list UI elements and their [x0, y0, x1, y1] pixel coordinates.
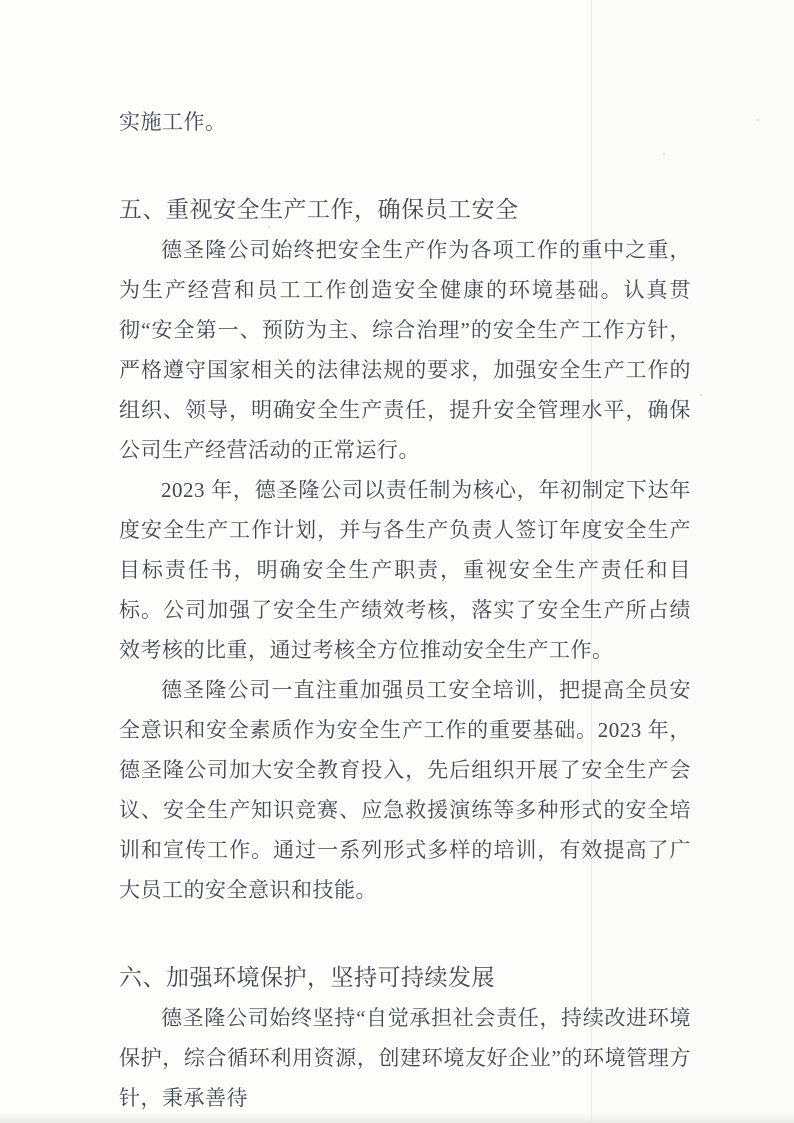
scan-edge-shadow [0, 1113, 794, 1123]
document-body [119, 102, 691, 1118]
section-heading-safety-production: 五、重视安全生产工作，确保员工安全 [119, 197, 519, 222]
section-heading-environmental-protection: 六、加强环境保护，坚持可持续发展 [119, 965, 495, 990]
paragraph-safety-policy: 德圣隆公司始终把安全生产作为各项工作的重中之重，为生产经营和员工工作创造安全健康的环境基础。认真贯彻“安全第一、预防为主、综合治理”的安全生产工作方针，严格遵守国家相关的法律法规的要求，加强安全生产工作的组织、领导，明确安全生产责任，提升安全管理水平，确保公司生产经营活动的正常运行。 [119, 238, 691, 462]
scan-speck [700, 394, 702, 396]
paragraph-environment-policy: 德圣隆公司始终坚持“自觉承担社会责任，持续改进环境保护，综合循环利用资源，创建环境友好企业”的环境管理方针，秉承善待 [119, 1006, 691, 1110]
paragraph-safety-responsibility-2023: 2023 年，德圣隆公司以责任制为核心，年初制定下达年度安全生产工作计划，并与各生产负责人签订年度安全生产目标责任书，明确安全生产职责，重视安全生产责任和目标。公司加强了安全生产绩效考核，落实了安全生产所占绩效考核的比重，通过考核全方位推动安全生产工作。 [119, 478, 691, 662]
paragraph-safety-training: 德圣隆公司一直注重加强员工安全培训，把提高全员安全意识和安全素质作为安全生产工作的重要基础。2023 年，德圣隆公司加大安全教育投入，先后组织开展了安全生产会议、安全生产知识竞赛、应急救援演练等多种形式的安全培训和宣传工作。通过一系列形式多样的培训，有效提高了广大员工的安全意识和技能。 [119, 678, 691, 902]
scan-speck [757, 119, 759, 121]
paragraph-continuation: 实施工作。 [119, 110, 227, 134]
